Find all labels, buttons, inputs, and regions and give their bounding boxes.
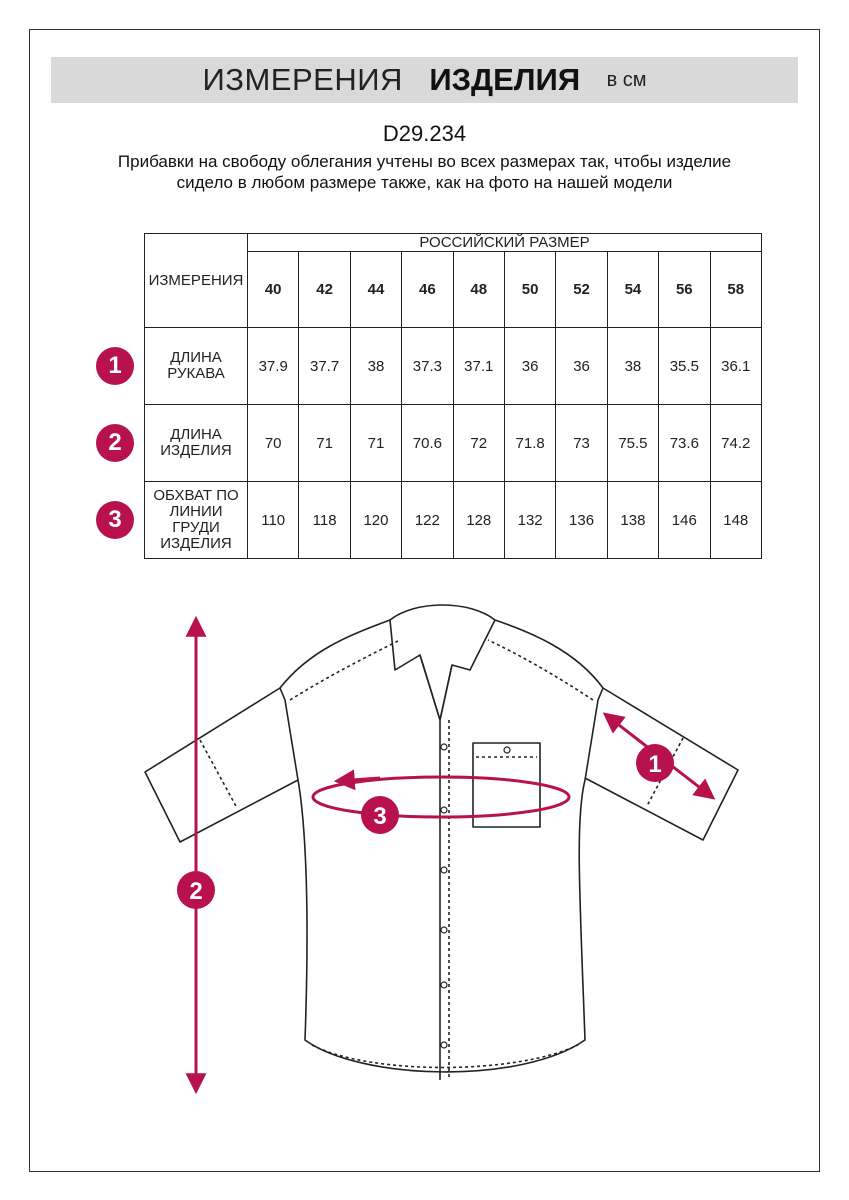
- size-46: 46: [402, 252, 453, 328]
- row-number-badge-2: 2: [96, 424, 134, 462]
- measurement-value: 37.1: [453, 328, 504, 405]
- buttons: [441, 744, 510, 1048]
- measurement-label: ОБХВАТ ПО ЛИНИИ ГРУДИ ИЗДЕЛИЯ: [145, 482, 248, 559]
- right-yoke-seam: [488, 640, 593, 700]
- measurement-value: 37.7: [299, 328, 350, 405]
- measurement-value: 36.1: [710, 328, 761, 405]
- button: [441, 927, 447, 933]
- button: [441, 744, 447, 750]
- measurement-value: 38: [607, 328, 658, 405]
- size-52: 52: [556, 252, 607, 328]
- fit-note: Прибавки на свободу облегания учтены во всех размерах так, чтобы изделие сидело в любом размере также, как на фото на нашей модели: [117, 152, 732, 192]
- collar-lapel: [420, 655, 452, 720]
- measurement-value: 148: [710, 482, 761, 559]
- measurement-value: 35.5: [659, 328, 710, 405]
- chest-marker: 3: [373, 803, 387, 830]
- measurement-value: 128: [453, 482, 504, 559]
- size-40: 40: [248, 252, 299, 328]
- measurement-value: 38: [350, 328, 401, 405]
- title-unit: в см: [606, 69, 647, 91]
- size-caption: РОССИЙСКИЙ РАЗМЕР: [248, 234, 762, 252]
- measurement-value: 73: [556, 405, 607, 482]
- size-50: 50: [504, 252, 555, 328]
- row-number-badge-1: 1: [96, 347, 134, 385]
- measurement-value: 36: [556, 328, 607, 405]
- measurements-header: ИЗМЕРЕНИЯ: [145, 234, 248, 328]
- measurement-value: 37.3: [402, 328, 453, 405]
- size-54: 54: [607, 252, 658, 328]
- size-42: 42: [299, 252, 350, 328]
- button: [441, 982, 447, 988]
- size-58: 58: [710, 252, 761, 328]
- measurement-value: 122: [402, 482, 453, 559]
- left-yoke-seam: [290, 640, 400, 700]
- pocket-button: [504, 747, 510, 753]
- measurement-value: 70.6: [402, 405, 453, 482]
- measurement-value: 71: [299, 405, 350, 482]
- left-cuff-line: [200, 740, 237, 808]
- button: [441, 807, 447, 813]
- measurement-value: 146: [659, 482, 710, 559]
- measurement-value: 36: [504, 328, 555, 405]
- row-number-badge-3: 3: [96, 501, 134, 539]
- measurement-value: 118: [299, 482, 350, 559]
- title-part2: ИЗДЕЛИЯ: [429, 62, 581, 97]
- left-sleeve: [145, 688, 298, 842]
- length-marker: 2: [189, 878, 203, 905]
- collar: [390, 605, 495, 720]
- measurement-value: 75.5: [607, 405, 658, 482]
- measurement-value: 71.8: [504, 405, 555, 482]
- article-code: D29.234: [382, 121, 467, 146]
- button: [441, 1042, 447, 1048]
- measurement-markers: [177, 744, 674, 909]
- sleeve-marker: 1: [648, 751, 662, 778]
- shirt-body: [280, 620, 603, 1072]
- title-part1: ИЗМЕРЕНИЯ: [202, 62, 403, 97]
- measurement-value: 37.9: [248, 328, 299, 405]
- button: [441, 867, 447, 873]
- measurement-value: 110: [248, 482, 299, 559]
- measurement-value: 136: [556, 482, 607, 559]
- measurement-value: 138: [607, 482, 658, 559]
- measurement-value: 74.2: [710, 405, 761, 482]
- measurement-label: ДЛИНА РУКАВА: [145, 328, 248, 405]
- measurement-value: 72: [453, 405, 504, 482]
- measurement-value: 120: [350, 482, 401, 559]
- size-56: 56: [659, 252, 710, 328]
- measurement-value: 132: [504, 482, 555, 559]
- size-44: 44: [350, 252, 401, 328]
- measurement-value: 70: [248, 405, 299, 482]
- measurement-value: 71: [350, 405, 401, 482]
- measurement-label: ДЛИНА ИЗДЕЛИЯ: [145, 405, 248, 482]
- measurement-value: 73.6: [659, 405, 710, 482]
- shirt-outline: [145, 605, 738, 1080]
- size-48: 48: [453, 252, 504, 328]
